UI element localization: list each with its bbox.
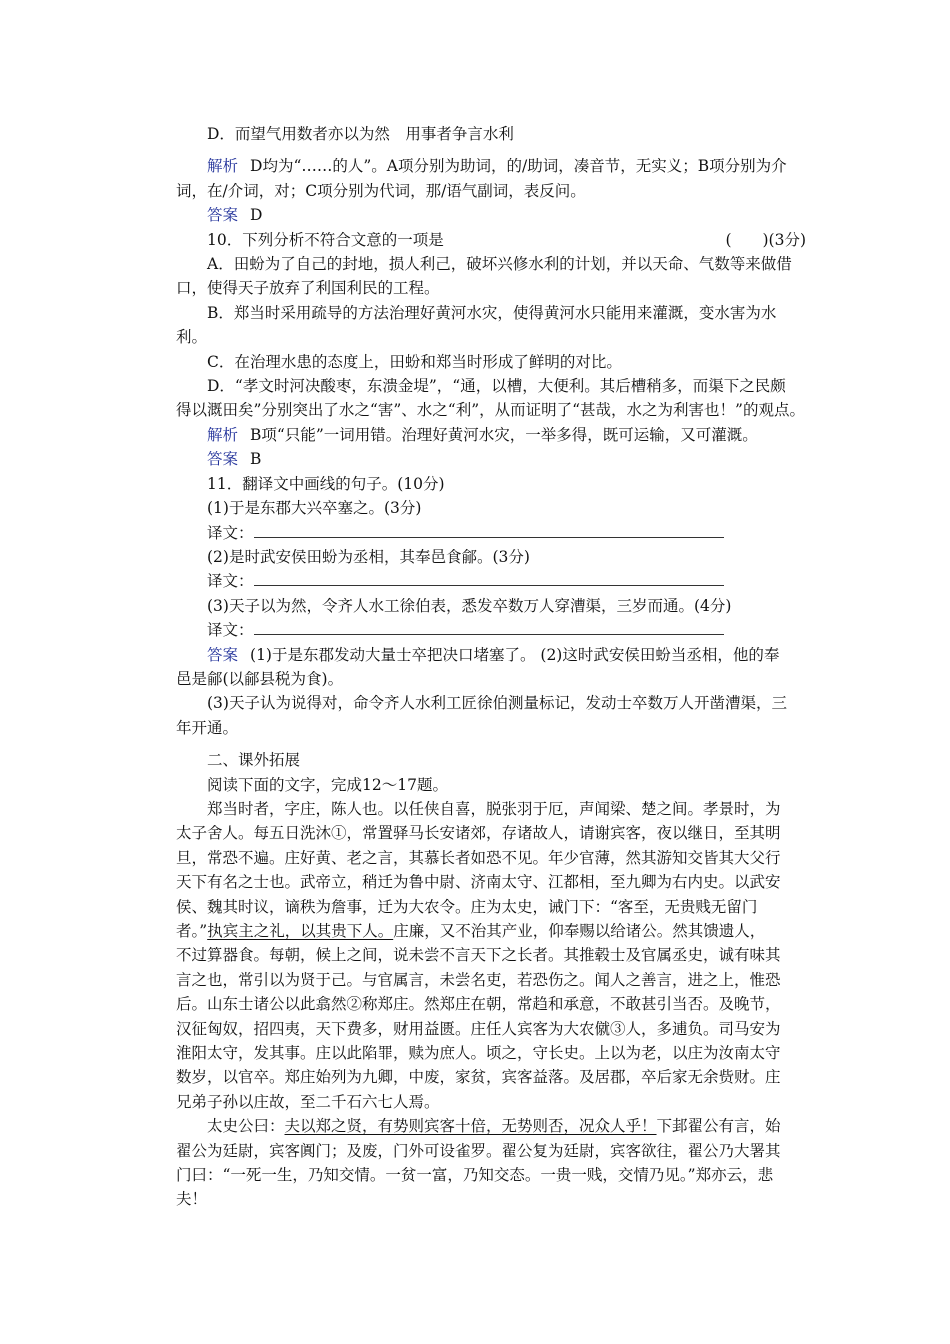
answer-label: 答案	[207, 645, 239, 664]
passage-line: 言之也，常引以为贤于己。与官属言，未尝名吏，若恐伤之。闻人之善言，进之上，惟恐	[176, 970, 781, 989]
answer-label: 答案	[207, 206, 239, 225]
q10-analysis	[176, 423, 806, 447]
q11-translation-2	[176, 569, 806, 593]
verdict-line: 翟公为廷尉，宾客阗门；及废，门外可设雀罗。翟公复为廷尉，宾客欲往，翟公乃大署其	[176, 1141, 781, 1160]
q11-answer-3: (3)天子认为说得对，命令齐人水利工匠徐伯测量标记，发动士卒数万人开凿漕渠，三	[207, 694, 787, 713]
q10-option-a-cont: 口，使得天子放弃了利国利民的工程。	[176, 279, 440, 298]
passage-line: 淮阳太守，发其事。庄以此陷罪，赎为庶人。顷之，守长史。上以为老，以庄为汝南太守	[176, 1044, 781, 1063]
q11-answer-3-cont: 年开通。	[176, 718, 239, 737]
q9-analysis	[176, 154, 806, 178]
q9-analysis-text: D均为“……的人”。A项分别为助词，的/助词，凑音节，无实义；B项分别为介	[250, 157, 787, 176]
verdict-text: 太史公曰：	[207, 1117, 285, 1136]
q11-answer-text: (1)于是东郡发动大量士卒把决口堵塞了。 (2)这时武安侯田蚡当丞相，他的奉	[250, 645, 780, 664]
translation-label: 译文：	[207, 523, 254, 542]
q10-score: ( )(3分)	[725, 230, 806, 249]
q11-sentence-3: (3)天子以为然，令齐人水工徐伯表，悉发卒数万人穿漕渠，三岁而通。(4分)	[207, 596, 732, 615]
section-intro: 阅读下面的文字，完成12～17题。	[207, 775, 448, 794]
document-body	[176, 122, 806, 1212]
passage-line: 兄弟子孙以庄故，至二千石六七人焉。	[176, 1092, 440, 1111]
q10-analysis-text: B项“只能”一词用错。治理好黄河水灾，一举多得，既可运输，又可灌溉。	[250, 425, 758, 444]
q9-option-d: D．而望气用数者亦以为然 用事者争言水利	[207, 125, 514, 143]
q10-stem	[176, 228, 806, 252]
q11-translation-1	[176, 521, 806, 545]
q10-option-b: B．郑当时采用疏导的方法治理好黄河水灾，使得黄河水只能用来灌溉，变水害为水利。	[176, 303, 777, 347]
passage-line: 旦，常恐不遍。庄好黄、老之言，其慕长者如恐不见。年少官薄，然其游知交皆其大父行	[176, 848, 781, 867]
translation-label: 译文：	[207, 621, 254, 640]
passage-line: 郑当时者，字庄，陈人也。以任侠自喜，脱张羽于厄，声闻梁、楚之间。孝景时，为	[207, 799, 781, 818]
passage-line: 侯、魏其时议，谪秩为詹事，迁为大农令。庄为太史，诫门下：“客至，无贵贱无留门	[176, 897, 758, 916]
answer-blank-line[interactable]	[254, 523, 724, 538]
q9-analysis-cont: 词，在/介词，对；C项分别为代词，那/语气副词，表反问。	[176, 181, 586, 200]
q10-answer-value: B	[250, 450, 262, 469]
passage-line: 天下有名之士也。武帝立，稍迁为鲁中尉、济南太守、江都相，至九卿为右内史。以武安	[176, 873, 781, 892]
passage-line: 后。山东士诸公以此翕然②称郑庄。然郑庄在朝，常趋和承意，不敢甚引当否。及晚节，	[176, 995, 781, 1014]
q11-translation-3	[176, 618, 806, 642]
verdict-line: 门曰：“一死一生，乃知交情。一贫一富，乃知交态。一贵一贱，交情乃见。”郑亦云，悲	[176, 1166, 774, 1185]
q11-sentence-2: (2)是时武安侯田蚡为丞相，其奉邑食鄃。(3分)	[207, 547, 530, 566]
q10-answer	[176, 447, 806, 471]
q11-answer	[176, 643, 806, 667]
passage-line	[176, 919, 806, 943]
q10-option-d-cont: 得以溉田矣”分别突出了水之“害”、水之“利”，从而证明了“甚哉，水之为利害也！”的观点。	[176, 401, 805, 420]
underlined-sentence: 执宾主之礼，以其贵下人。	[207, 922, 394, 940]
answer-blank-line[interactable]	[254, 571, 724, 586]
passage-line: 不过算器食。每朝，候上之间，说未尝不言天下之长者。其推毂士及官属丞史，诚有味其	[176, 946, 781, 965]
verdict-line: 夫！	[176, 1190, 208, 1209]
passage-text: 庄廉，又不治其产业，仰奉赐以给诸公。然其馈遗人，	[393, 922, 766, 940]
q11-sentence-1: (1)于是东郡大兴卒塞之。(3分)	[207, 499, 422, 518]
answer-blank-line[interactable]	[254, 620, 724, 635]
q11-answer-cont: 邑是鄃(以鄃县税为食)。	[176, 669, 344, 688]
q10-option-d: D．“孝文时河决酸枣，东溃金堤”，“通，以槽，大便利。其后槽稍多，而渠下之民颇	[207, 377, 786, 396]
verdict-text: 下邽翟公有言，始	[656, 1117, 781, 1136]
passage-line: 数岁，以官卒。郑庄始列为九卿，中废，家贫，宾客益落。及居郡，卒后家无余赀财。庄	[176, 1068, 781, 1087]
section-title: 二、课外拓展	[207, 751, 301, 770]
q9-answer-value: D	[250, 206, 263, 225]
analysis-label: 解析	[207, 425, 239, 444]
analysis-label: 解析	[207, 157, 239, 176]
q10-stem-text: 10．下列分析不符合文意的一项是	[207, 230, 444, 249]
translation-label: 译文：	[207, 572, 254, 591]
q11-stem: 11．翻译文中画线的句子。(10分)	[207, 474, 445, 493]
q9-answer	[176, 203, 806, 227]
q10-option-c: C．在治理水患的态度上，田蚡和郑当时形成了鲜明的对比。	[207, 352, 622, 371]
answer-label: 答案	[207, 450, 239, 469]
underlined-sentence: 夫以郑之贤，有势则宾客十倍，无势则否，况众人乎！	[284, 1117, 657, 1136]
q10-option-a: A．田蚡为了自己的封地，损人利己，破坏兴修水利的计划，并以天命、气数等来做借	[207, 255, 792, 274]
passage-line: 太子舍人。每五日洗沐①，常置驿马长安诸郊，存诸故人，请谢宾客，夜以继日，至其明	[176, 824, 781, 843]
passage-text: 者。”	[176, 922, 208, 940]
passage-line: 汉征匈奴，招四夷，天下费多，财用益匮。庄任人宾客为大农僦③人，多逋负。司马安为	[176, 1019, 781, 1038]
verdict-line	[176, 1114, 806, 1138]
